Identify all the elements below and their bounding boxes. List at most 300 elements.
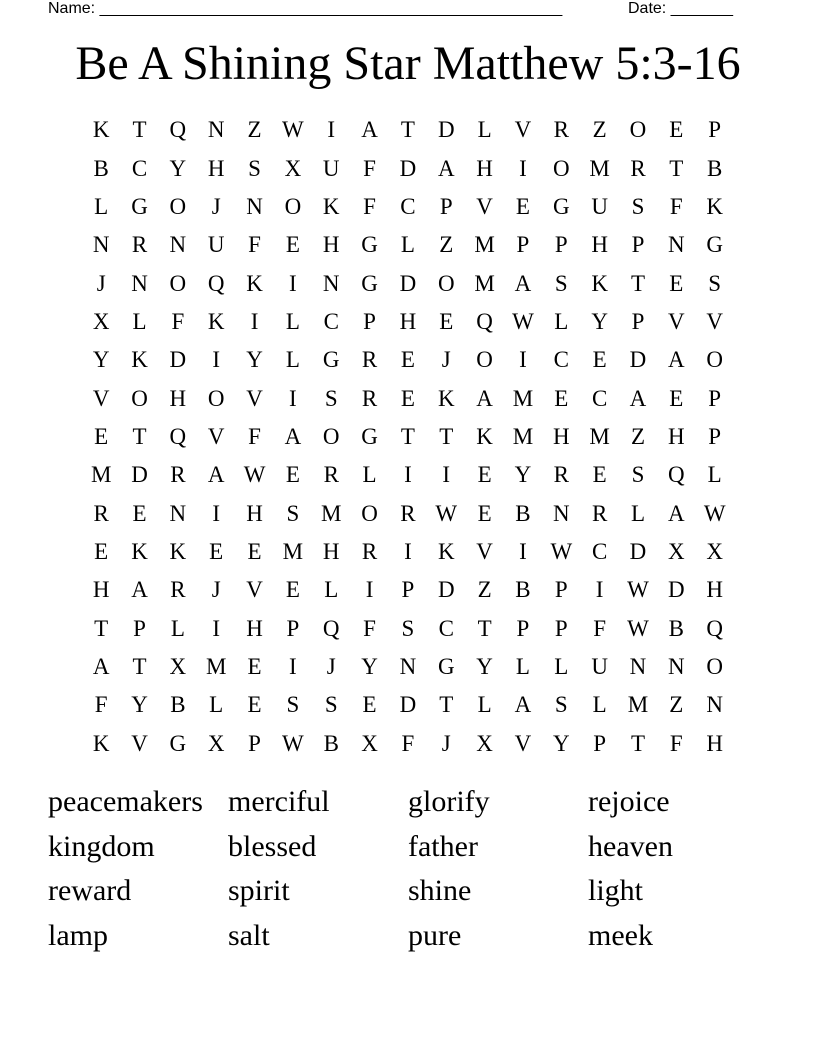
grid-letter: N [92, 232, 110, 258]
grid-letter: Y [92, 347, 110, 373]
grid-letter: I [212, 347, 221, 373]
grid-letter: H [399, 308, 417, 334]
grid-letter: I [595, 577, 604, 603]
grid-letter: T [400, 117, 415, 143]
grid-letter: N [629, 653, 647, 679]
grid-letter: E [669, 270, 684, 296]
grid-letter: H [706, 577, 723, 603]
grid-letter: I [327, 117, 336, 143]
grid-letter: D [629, 538, 647, 564]
grid-letter: P [708, 117, 722, 143]
grid-letter: K [169, 538, 187, 564]
grid-letter: D [169, 347, 187, 373]
grid-letter: D [629, 347, 647, 373]
grid-letter: L [362, 462, 377, 488]
word-list-item: father [408, 829, 478, 863]
grid-letter: T [630, 270, 646, 296]
grid-letter: V [131, 730, 148, 756]
grid-letter: A [629, 385, 647, 411]
grid-letter: S [324, 385, 338, 411]
grid-letter: C [323, 308, 339, 334]
grid-letter: E [247, 653, 262, 679]
grid-letter: E [94, 423, 109, 449]
grid-letter: K [476, 423, 493, 449]
grid-letter: J [441, 730, 451, 756]
grid-letter: T [132, 423, 147, 449]
grid-letter: V [207, 423, 225, 449]
grid-letter: V [668, 308, 685, 334]
grid-letter: G [361, 423, 378, 449]
grid-letter: N [399, 653, 417, 679]
grid-letter: G [437, 653, 455, 679]
grid-letter: A [361, 117, 378, 143]
grid-letter: K [246, 270, 263, 296]
grid-letter: L [515, 653, 530, 679]
grid-letter: L [170, 615, 185, 641]
grid-letter: E [669, 385, 684, 411]
grid-letter: E [285, 577, 300, 603]
grid-letter: M [474, 270, 495, 296]
grid-letter: B [93, 155, 109, 181]
grid-letter: N [668, 232, 685, 258]
grid-letter: T [439, 692, 454, 718]
grid-letter: T [132, 117, 147, 143]
grid-letter: F [363, 615, 376, 641]
grid-letter: Y [552, 730, 570, 756]
grid-letter: T [94, 615, 109, 641]
grid-letter: C [591, 385, 608, 411]
grid-letter: U [322, 155, 340, 181]
grid-letter: E [669, 117, 684, 143]
grid-letter: I [442, 462, 451, 488]
grid-letter: X [284, 155, 302, 181]
grid-letter: A [514, 692, 532, 718]
grid-letter: T [477, 615, 492, 641]
grid-letter: D [399, 155, 417, 181]
grid-letter: P [439, 193, 453, 219]
grid-letter: K [131, 538, 148, 564]
grid-letter: G [169, 730, 187, 756]
word-list-item: spirit [228, 874, 290, 907]
grid-letter: E [400, 385, 415, 411]
grid-letter: A [92, 653, 110, 679]
grid-letter: F [248, 423, 261, 449]
grid-letter: Y [131, 692, 148, 718]
grid-letter: V [246, 577, 263, 603]
word-list-item: blessed [228, 829, 317, 863]
grid-letter: U [591, 653, 608, 679]
grid-letter: I [289, 270, 297, 296]
grid-letter: C [131, 155, 148, 181]
grid-letter: K [437, 385, 455, 411]
grid-letter: M [589, 423, 610, 449]
grid-letter: F [363, 155, 376, 181]
grid-letter: R [131, 232, 148, 258]
grid-letter: P [248, 730, 261, 756]
grid-letter: P [363, 308, 376, 334]
grid-letter: J [441, 347, 451, 373]
grid-letter: V [476, 538, 493, 564]
grid-letter: P [554, 232, 568, 258]
grid-letter: W [550, 538, 573, 564]
grid-letter: E [477, 500, 492, 526]
grid-letter: W [512, 308, 534, 334]
grid-letter: M [627, 692, 649, 718]
grid-letter: X [92, 308, 110, 334]
grid-letter: F [363, 193, 376, 219]
grid-letter: E [592, 347, 607, 373]
grid-letter: Q [322, 615, 340, 641]
grid-letter: E [400, 347, 415, 373]
grid-letter: V [514, 730, 532, 756]
grid-letter: P [401, 577, 415, 603]
grid-letter: O [169, 193, 187, 219]
grid-letter: Z [439, 232, 454, 258]
grid-letter: H [668, 423, 685, 449]
grid-letter: R [93, 500, 109, 526]
grid-letter: N [131, 270, 148, 296]
grid-letter: L [132, 308, 147, 334]
grid-letter: F [593, 615, 607, 641]
grid-letter: C [438, 615, 454, 641]
grid-letter: S [248, 155, 261, 181]
grid-letter: H [552, 423, 570, 449]
grid-letter: T [439, 423, 454, 449]
grid-letter: I [365, 577, 374, 603]
grid-letter: X [668, 538, 685, 564]
grid-letter: R [630, 155, 646, 181]
grid-letter: J [211, 577, 221, 603]
grid-letter: Q [476, 308, 493, 334]
grid-letter: F [94, 692, 108, 718]
grid-letter: A [437, 155, 455, 181]
grid-letter: I [212, 615, 221, 641]
grid-letter: K [92, 730, 110, 756]
grid-letter: E [515, 193, 530, 219]
grid-letter: E [247, 538, 262, 564]
grid-letter: M [282, 538, 304, 564]
grid-letter: Q [169, 117, 187, 143]
grid-letter: N [552, 500, 570, 526]
grid-letter: V [706, 308, 723, 334]
grid-letter: P [554, 577, 568, 603]
word-list [48, 782, 768, 960]
grid-letter: K [591, 270, 608, 296]
grid-letter: H [322, 232, 340, 258]
word-list-item: pure [408, 918, 462, 952]
grid-letter: Z [477, 577, 492, 603]
word-list-item: kingdom [48, 829, 155, 863]
grid-letter: V [476, 193, 493, 219]
grid-letter: H [207, 155, 225, 181]
grid-letter: L [477, 117, 492, 143]
grid-letter: X [207, 730, 225, 756]
grid-letter: E [132, 500, 147, 526]
word-list-item: merciful [228, 785, 330, 818]
grid-letter: F [401, 730, 415, 756]
grid-letter: P [516, 615, 530, 641]
grid-letter: M [512, 385, 534, 411]
grid-letter: T [400, 423, 415, 449]
grid-letter: E [362, 692, 377, 718]
grid-letter: M [205, 653, 227, 679]
grid-letter: D [131, 462, 148, 488]
grid-letter: X [361, 730, 378, 756]
grid-letter: H [591, 232, 608, 258]
grid-letter: L [477, 692, 492, 718]
grid-letter: W [282, 117, 304, 143]
letter-grid [82, 111, 734, 763]
grid-letter: S [324, 692, 338, 718]
grid-letter: W [435, 500, 458, 526]
grid-letter: L [554, 308, 569, 334]
grid-letter: E [285, 462, 300, 488]
grid-letter: R [323, 462, 339, 488]
grid-letter: T [630, 730, 646, 756]
grid-letter: P [516, 232, 530, 258]
grid-letter: F [248, 232, 261, 258]
word-list-item: peacemakers [48, 785, 203, 818]
grid-letter: L [285, 347, 300, 373]
grid-letter: E [477, 462, 492, 488]
grid-letter: H [169, 385, 187, 411]
grid-letter: S [401, 615, 415, 641]
grid-letter: H [246, 500, 263, 526]
grid-letter: D [399, 270, 417, 296]
grid-letter: S [286, 692, 300, 718]
grid-letter: L [94, 193, 109, 219]
grid-letter: V [246, 385, 263, 411]
word-list-item: heaven [588, 829, 673, 863]
grid-letter: T [669, 155, 684, 181]
grid-letter: D [399, 692, 417, 718]
grid-letter: S [708, 270, 722, 296]
grid-letter: V [92, 385, 110, 411]
grid-letter: J [211, 193, 221, 219]
grid-letter: R [591, 500, 608, 526]
grid-letter: G [361, 270, 378, 296]
grid-letter: S [554, 692, 568, 718]
grid-letter: K [437, 538, 455, 564]
grid-letter: Y [361, 653, 378, 679]
grid-letter: G [706, 232, 723, 258]
grid-letter: E [94, 538, 109, 564]
grid-letter: E [209, 538, 224, 564]
grid-letter: G [361, 232, 378, 258]
grid-letter: H [706, 730, 723, 756]
grid-letter: X [476, 730, 493, 756]
grid-letter: O [207, 385, 225, 411]
grid-letter: H [92, 577, 110, 603]
grid-letter: I [289, 385, 297, 411]
grid-letter: R [361, 385, 378, 411]
grid-letter: A [131, 577, 148, 603]
grid-letter: Z [630, 423, 646, 449]
grid-letter: R [553, 462, 569, 488]
grid-letter: P [631, 232, 645, 258]
grid-letter: B [668, 615, 684, 641]
grid-letter: A [284, 423, 302, 449]
grid-letter: C [591, 538, 608, 564]
grid-letter: O [629, 117, 647, 143]
grid-letter: K [322, 193, 340, 219]
grid-letter: N [169, 232, 187, 258]
page-title: Be A Shining Star Matthew 5:3-16 [75, 37, 741, 90]
grid-letter: L [324, 577, 339, 603]
grid-letter: N [207, 117, 225, 143]
grid-letter: O [552, 155, 570, 181]
grid-letter: M [90, 462, 112, 488]
grid-letter: Y [476, 653, 493, 679]
grid-letter: E [554, 385, 569, 411]
grid-letter: R [553, 117, 569, 143]
grid-letter: V [514, 117, 532, 143]
grid-letter: O [131, 385, 148, 411]
grid-letter: N [169, 500, 187, 526]
grid-letter: D [437, 577, 455, 603]
grid-letter: A [476, 385, 493, 411]
grid-letter: C [553, 347, 569, 373]
grid-letter: G [131, 193, 148, 219]
grid-letter: P [286, 615, 300, 641]
grid-letter: A [207, 462, 225, 488]
grid-letter: N [668, 653, 685, 679]
grid-letter: I [519, 347, 527, 373]
grid-letter: D [668, 577, 685, 603]
grid-letter: M [589, 155, 610, 181]
grid-letter: F [669, 730, 683, 756]
grid-letter: W [627, 577, 649, 603]
grid-letter: R [170, 577, 186, 603]
grid-letter: O [476, 347, 493, 373]
grid-letter: Y [514, 462, 532, 488]
grid-letter: J [326, 653, 336, 679]
worksheet-header [0, 0, 816, 20]
grid-letter: Q [668, 462, 685, 488]
grid-letter: L [400, 232, 415, 258]
grid-letter: E [285, 232, 300, 258]
grid-letter: Q [207, 270, 225, 296]
grid-letter: O [437, 270, 455, 296]
grid-letter: L [209, 692, 224, 718]
grid-letter: S [286, 500, 300, 526]
grid-letter: Q [706, 615, 723, 641]
grid-letter: O [706, 653, 723, 679]
grid-letter: F [171, 308, 185, 334]
grid-letter: I [519, 538, 527, 564]
grid-letter: E [592, 462, 607, 488]
grid-letter: P [593, 730, 607, 756]
grid-letter: P [708, 385, 722, 411]
grid-letter: O [284, 193, 302, 219]
grid-letter: D [437, 117, 455, 143]
grid-letter: O [706, 347, 723, 373]
grid-letter: L [554, 653, 569, 679]
grid-letter: M [321, 500, 342, 526]
grid-letter: C [400, 193, 416, 219]
grid-letter: Q [169, 423, 187, 449]
grid-letter: Z [592, 117, 607, 143]
grid-letter: O [169, 270, 187, 296]
grid-letter: H [322, 538, 340, 564]
word-list-item: shine [408, 874, 472, 907]
grid-letter: K [207, 308, 225, 334]
grid-letter: L [285, 308, 300, 334]
word-list-item: lamp [48, 918, 108, 952]
date-field: Date: _______ [628, 0, 733, 17]
grid-letter: G [552, 193, 570, 219]
grid-letter: S [631, 193, 645, 219]
grid-letter: A [668, 347, 685, 373]
grid-letter: P [133, 615, 146, 641]
grid-letter: I [404, 462, 412, 488]
grid-letter: S [631, 462, 645, 488]
word-list-item: meek [588, 918, 653, 952]
word-list-item: salt [228, 918, 270, 952]
grid-letter: U [207, 232, 225, 258]
grid-letter: N [246, 193, 263, 219]
grid-letter: O [322, 423, 340, 449]
grid-letter: P [708, 423, 722, 449]
grid-letter: K [706, 193, 723, 219]
word-list-item: light [588, 874, 644, 907]
grid-letter: B [323, 730, 339, 756]
grid-letter: Y [591, 308, 608, 334]
grid-letter: M [512, 423, 534, 449]
grid-letter: L [630, 500, 646, 526]
grid-letter: B [515, 577, 531, 603]
grid-letter: A [514, 270, 532, 296]
grid-letter: A [668, 500, 685, 526]
grid-letter: R [361, 538, 378, 564]
grid-letter: L [707, 462, 722, 488]
grid-letter: I [250, 308, 259, 334]
grid-letter: I [519, 155, 527, 181]
grid-letter: L [592, 692, 607, 718]
grid-letter: Y [169, 155, 187, 181]
grid-letter: R [361, 347, 378, 373]
grid-letter: Z [669, 692, 684, 718]
grid-letter: P [631, 308, 645, 334]
grid-letter: Z [247, 117, 262, 143]
grid-letter: Y [246, 347, 263, 373]
grid-letter: B [707, 155, 723, 181]
grid-letter: H [476, 155, 493, 181]
grid-letter: P [554, 615, 568, 641]
word-list-item: reward [48, 874, 132, 907]
grid-letter: X [706, 538, 723, 564]
word-list-item: rejoice [588, 785, 670, 818]
grid-letter: I [404, 538, 412, 564]
grid-letter: F [669, 193, 683, 219]
grid-letter: U [591, 193, 608, 219]
grid-letter: N [322, 270, 340, 296]
grid-letter: H [246, 615, 263, 641]
grid-letter: I [289, 653, 297, 679]
grid-letter: W [243, 462, 266, 488]
grid-letter: X [169, 653, 187, 679]
grid-letter: G [322, 347, 340, 373]
grid-letter: B [170, 692, 186, 718]
grid-letter: I [212, 500, 221, 526]
grid-letter: J [96, 270, 106, 296]
grid-letter: M [474, 232, 495, 258]
grid-letter: W [703, 500, 726, 526]
grid-letter: S [554, 270, 568, 296]
grid-letter: W [282, 730, 304, 756]
grid-letter: R [400, 500, 416, 526]
grid-letter: O [361, 500, 378, 526]
